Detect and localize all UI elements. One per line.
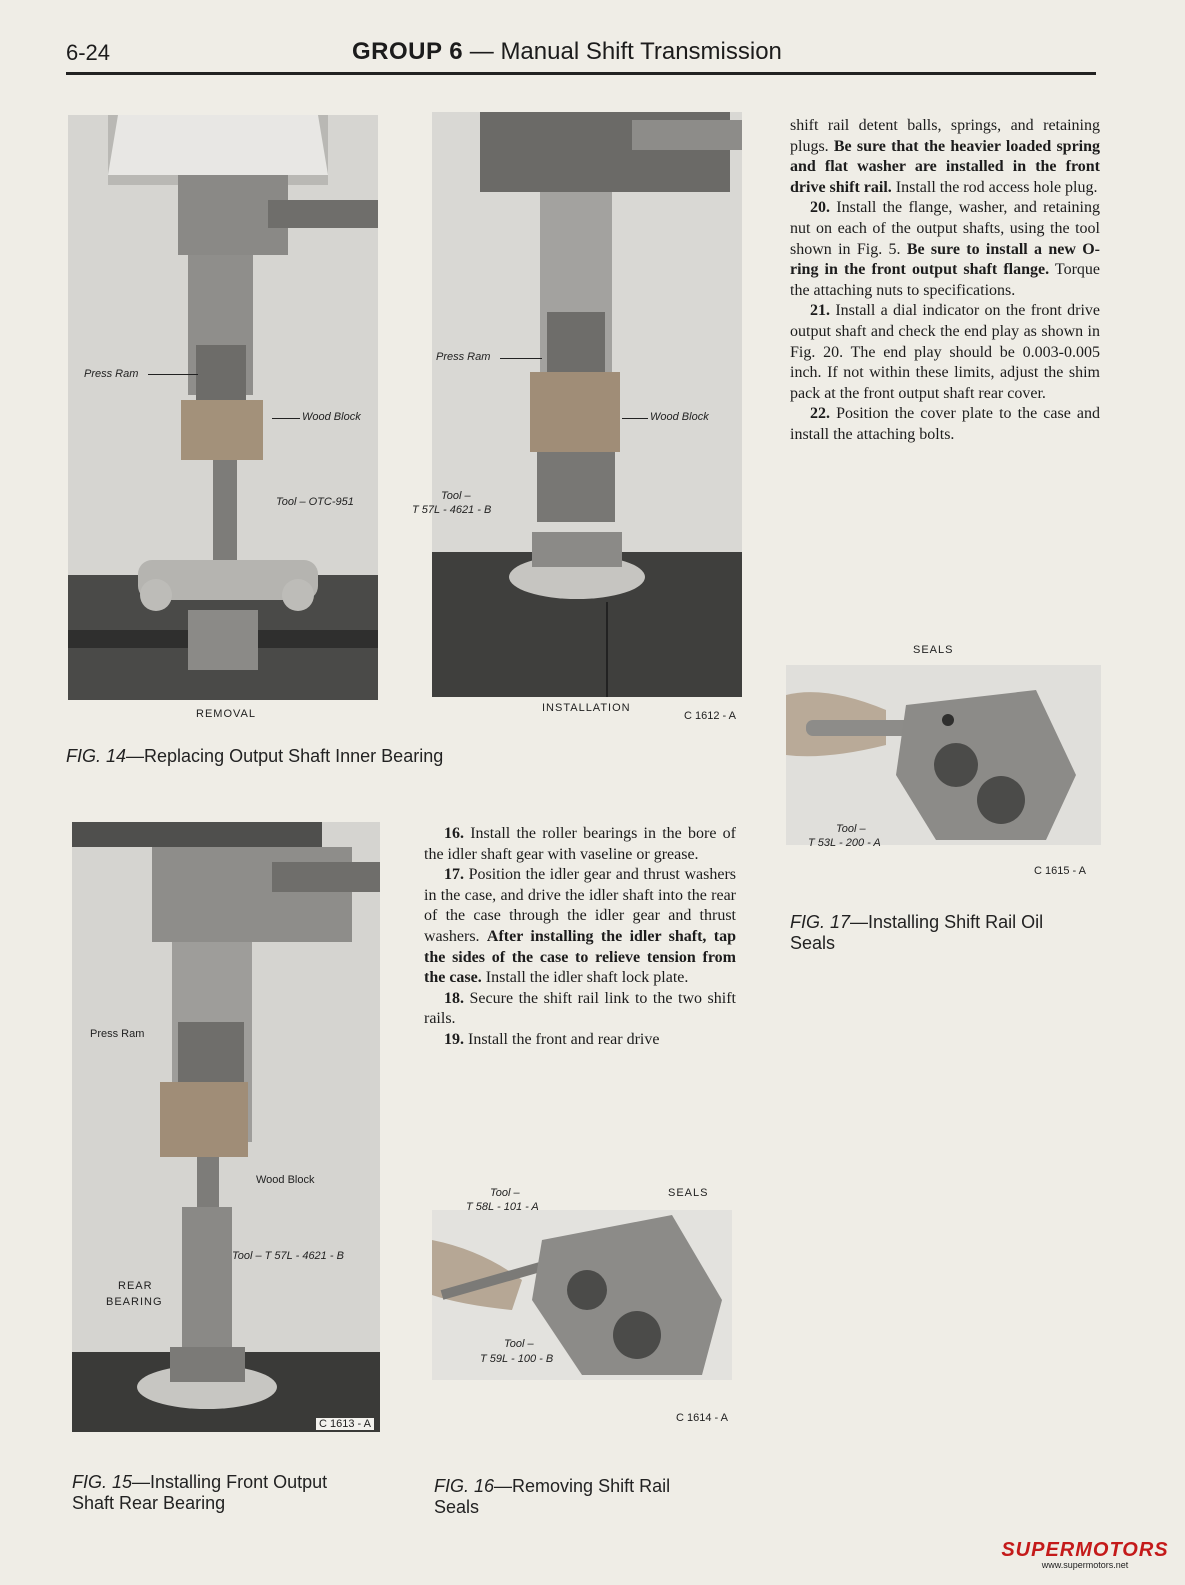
header-rule [66, 72, 1096, 75]
page-header-title [352, 38, 782, 66]
paragraph-step-20: 20. Install the flange, washer, and retaining nut on each of the output shafts, using the tool shown in Fig. 5. Be sure to install a new O-ring in the front output shaft flange. Torque the attaching nuts to specifications. [790, 199, 1101, 299]
fig17-seals-label: SEALS [913, 644, 954, 656]
fig16-code: C 1614 - A [676, 1412, 728, 1424]
fig17-caption [790, 912, 1100, 954]
paragraph-step-18: 18. Secure the shift rail link to the two shift rails. [424, 989, 736, 1028]
fig14-caption-text: —Replacing Output Shaft Inner Bearing [126, 746, 444, 766]
fig15-caption-number: FIG. 15 [72, 1472, 133, 1492]
watermark-brand: SUPERMOTORS [1001, 1539, 1169, 1561]
fig16-tool-bottom-label-line1: Tool – [504, 1338, 534, 1350]
fig14-tool-right-label-line1: Tool – [441, 490, 471, 502]
fig15-caption [72, 1472, 382, 1514]
fig17-photo [786, 665, 1101, 845]
leader-line [272, 418, 300, 419]
leader-line [500, 358, 542, 359]
fig16-photo [432, 1210, 732, 1380]
fig15-press-ram-label: Press Ram [90, 1028, 145, 1040]
press-removal-illustration [68, 115, 378, 700]
paragraph-step-22: 22. Position the cover plate to the case and install the attaching bolts. [790, 405, 1100, 443]
paragraph-step-19: 19. Install the front and rear drive [444, 1030, 660, 1048]
fig14-press-ram-right-label: Press Ram [436, 351, 491, 363]
fig14-press-ram-left-label: Press Ram [84, 368, 139, 380]
fig15-caption-text-1: —Installing Front Output [132, 1472, 328, 1492]
fig15-code: C 1613 - A [316, 1418, 374, 1430]
paragraph-continuation: shift rail detent balls, springs, and retaining plugs. Be sure that the heavier loaded spring and flat washer are installed in the front drive shift rail. Install the rod access hole plug. [790, 117, 1101, 196]
right-column-text [790, 116, 1100, 446]
press-installation-illustration [432, 112, 742, 697]
supermotors-watermark [999, 1539, 1171, 1569]
fig14-caption-number: FIG. 14 [66, 746, 127, 766]
paragraph-step-16: 16. Install the roller bearings in the bore of the idler shaft gear with vaseline or grease. [424, 825, 736, 863]
fig17-caption-number: FIG. 17 [790, 912, 851, 932]
middle-column-text [424, 824, 736, 1051]
leader-line [148, 374, 198, 375]
fig16-caption-text-2: Seals [434, 1497, 480, 1517]
page-number: 6-24 [66, 40, 111, 65]
fig17-tool-label-line1: Tool – [836, 823, 866, 835]
fig17-tool-label-line2: T 53L - 200 - A [808, 837, 881, 849]
fig14-tool-right-label-line2: T 57L - 4621 - B [412, 504, 492, 516]
leader-line [622, 418, 648, 419]
fig16-tool-bottom-label-line2: T 59L - 100 - B [480, 1353, 554, 1365]
fig16-caption-text-1: —Removing Shift Rail [494, 1476, 671, 1496]
fig16-tool-top-label-line2: T 58L - 101 - A [466, 1201, 539, 1213]
fig16-seals-label: SEALS [668, 1187, 709, 1199]
fig17-caption-text-2: Seals [790, 933, 836, 953]
fig17-code: C 1615 - A [1034, 865, 1086, 877]
fig15-caption-text-2: Shaft Rear Bearing [72, 1493, 226, 1513]
press-rear-bearing-illustration [72, 822, 380, 1432]
fig15-rear-bearing-label-line2: BEARING [106, 1296, 163, 1308]
section-title: Manual Shift Transmission [500, 38, 782, 65]
fig15-tool-label: Tool – T 57L - 4621 - B [232, 1250, 344, 1262]
fig14-caption [66, 746, 443, 767]
fig16-caption [434, 1476, 734, 1518]
shift-rail-seal-removal-illustration [432, 1210, 732, 1380]
fig17-caption-text-1: —Installing Shift Rail Oil [850, 912, 1044, 932]
paragraph-step-21: 21. Install a dial indicator on the front drive output shaft and check the end play as shown in Fig. 20. The end play should be 0.003-0.005 inch. If not within these limits, adjust the shim pack at the front output shaft rear cover. [790, 302, 1100, 402]
fig15-rear-bearing-label-line1: REAR [118, 1280, 153, 1292]
fig14-code: C 1612 - A [684, 710, 736, 722]
header-dash: — [469, 38, 494, 65]
shift-rail-seal-install-illustration [786, 665, 1101, 845]
fig15-wood-block-label: Wood Block [256, 1174, 315, 1186]
fig14-installation-photo [432, 112, 742, 697]
fig14-wood-block-left-label: Wood Block [302, 411, 361, 423]
group-label: GROUP 6 [352, 38, 464, 65]
fig14-removal-photo [68, 115, 378, 700]
fig14-removal-label: REMOVAL [196, 708, 256, 720]
fig15-photo [72, 822, 380, 1432]
fig14-wood-block-right-label: Wood Block [650, 411, 709, 423]
fig16-tool-top-label-line1: Tool – [490, 1187, 520, 1199]
fig14-tool-left-label: Tool – OTC-951 [276, 496, 354, 508]
watermark-url: www.supermotors.net [1041, 1560, 1129, 1570]
paragraph-step-17: 17. Position the idler gear and thrust washers in the case, and drive the idler shaft into the rear of the case through the idler gear and thrust washers. After installing the idler shaft, tap the sides of the case to relieve tension from the case. Install the idler shaft lock plate. [424, 866, 736, 987]
fig14-installation-label: INSTALLATION [542, 702, 631, 714]
fig16-caption-number: FIG. 16 [434, 1476, 495, 1496]
